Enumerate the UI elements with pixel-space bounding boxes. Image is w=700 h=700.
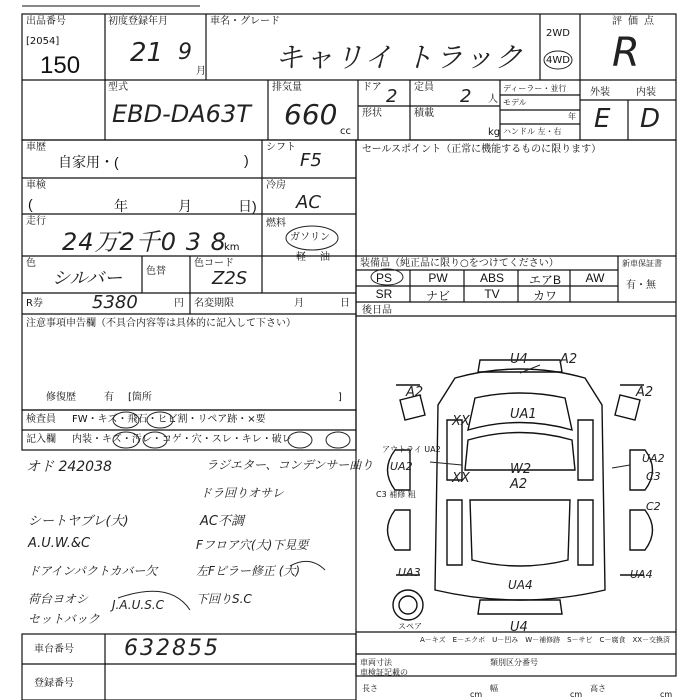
inspector-label: 検査員 <box>26 414 56 425</box>
ac-label: 冷房 <box>266 180 286 191</box>
note-jausc: J.A.U.S.C <box>112 598 165 612</box>
reg-label: 初度登録年月 <box>108 16 168 27</box>
note-floor: Fフロア穴(大)下見要 <box>196 538 309 552</box>
drive-4wd: 4WD <box>546 55 570 66</box>
mark-left-ua3: UA3 <box>398 566 421 579</box>
shaken-open: ( <box>28 196 33 212</box>
load-label: 積載 <box>414 108 434 119</box>
mark-top-u4: U4 <box>510 352 528 367</box>
capacity-value: 2 <box>460 86 472 107</box>
width-unit: cm <box>570 690 583 699</box>
recycle-value: 5380 <box>92 292 138 313</box>
chassis-number: 632855 <box>124 636 220 661</box>
equip-airbag: エアB <box>528 273 561 287</box>
class-label: 類別区分番号 <box>490 658 538 667</box>
door-label: ドア <box>362 82 382 93</box>
diagram-legend: A－キズ E－エクボ U－凹み W－補修跡 S－サビ C－腐食 XX－交換済 <box>420 636 671 644</box>
equip-pw: PW <box>428 271 448 285</box>
length-label: 長さ <box>362 684 378 693</box>
equip-leather: カワ <box>532 289 557 303</box>
note-bed: 荷台ヨオシ <box>28 592 89 606</box>
note-odometer: オド 242038 <box>26 459 112 475</box>
dealer-label: ディーラー・並行 <box>503 84 567 93</box>
mark-bed-ua4: UA4 <box>508 578 533 592</box>
color-label: 色 <box>26 258 36 269</box>
mark-roof-a2: A2 <box>510 477 528 492</box>
spare-label: スペア <box>398 622 422 631</box>
color-code-value: Z2S <box>212 268 248 289</box>
mark-left-ua2: UA2 <box>390 460 413 473</box>
model-year-label: モデル <box>503 98 527 107</box>
shaken-year: 年 <box>114 198 128 214</box>
color-code-label: 色コード <box>194 258 234 269</box>
note-auwc: A.U.W.&C <box>28 536 91 551</box>
mark-xx-door: XX <box>452 471 470 486</box>
repair-place: [箇所 <box>128 392 152 403</box>
model-label: 型式 <box>108 82 128 93</box>
model-year-unit: 年 <box>568 112 576 121</box>
capacity-label: 定員 <box>414 82 434 93</box>
model-value: EBD-DA63T <box>112 100 251 128</box>
interior-score: D <box>640 104 661 134</box>
fuel-gasoline: ガソリン <box>290 232 330 243</box>
ac-value: AC <box>296 192 321 213</box>
memo-label: 記入欄 <box>26 434 56 445</box>
warranty-value: 有・無 <box>626 280 656 291</box>
mark-rear-u4: U4 <box>510 620 528 635</box>
load-unit: kg <box>488 127 501 138</box>
cc-unit: cc <box>340 126 351 137</box>
equip-aw: AW <box>585 271 605 285</box>
recycle-label: R券 <box>26 298 43 309</box>
mileage-label: 走行 <box>26 216 46 227</box>
door-value: 2 <box>386 86 398 107</box>
notes-label: 注意事項申告欄（不具合内容等は具体的に記入して下さい） <box>26 318 296 329</box>
mark-right-a2: A2 <box>636 385 654 400</box>
repair-label: 修復歴 <box>46 392 76 403</box>
meigi-month: 月 <box>294 298 304 309</box>
memo-items: 内装・キズ・汚レ・コゲ・穴・スレ・キレ・破レ <box>72 434 292 445</box>
mark-right-c3: C3 <box>646 470 661 483</box>
equip-label: 装備品（純正品に限り○をつけてください） <box>360 258 559 269</box>
color-value: シルバー <box>52 268 123 289</box>
reg-year: 21 <box>130 38 164 68</box>
mark-top-a2: A2 <box>560 352 578 367</box>
car-name: キャリイ トラック <box>275 41 525 74</box>
color-change-label: 色替 <box>146 266 166 277</box>
rear-item-label: 後日品 <box>362 305 392 316</box>
cc-label: 排気量 <box>272 82 302 93</box>
repairs-label: 車検証記載の <box>360 668 408 677</box>
usage-label: 車歴 <box>26 142 46 153</box>
inspector-items: FW・キズ・飛石・ヒビ割・リペア跡・×要 <box>72 414 266 425</box>
drive-2wd: 2WD <box>546 28 570 39</box>
equip-tv: TV <box>484 287 500 301</box>
fuel-kei: 軽 <box>296 252 306 263</box>
mark-right-ua2: UA2 <box>642 452 665 465</box>
shape-label: 形状 <box>362 108 382 119</box>
exterior-score: E <box>594 104 611 134</box>
height-unit: cm <box>660 690 673 699</box>
lot-code: [2054] <box>26 36 60 47</box>
equip-sr: SR <box>375 287 393 301</box>
sales-point-label: セールスポイント（正常に機能するものに限ります） <box>362 144 602 155</box>
mark-right-c2: C2 <box>646 500 661 513</box>
shift-value: F5 <box>300 150 322 171</box>
length-unit: cm <box>470 690 483 699</box>
exterior-label: 外装 <box>590 87 610 98</box>
height-label: 高さ <box>590 684 606 693</box>
score-value: R <box>612 30 640 76</box>
reg-number-label: 登録番号 <box>34 678 74 689</box>
usage-value: 自家用・( <box>58 154 119 170</box>
handle-label: ハンドル 左・右 <box>503 127 562 136</box>
equip-abs: ABS <box>479 271 504 285</box>
lot-number: 150 <box>40 52 81 79</box>
mark-right-ua4: UA4 <box>630 568 653 581</box>
mileage-value: 24万2千0 3 8 <box>62 228 227 256</box>
repair-value: 有 <box>104 392 114 403</box>
shaken-day: 日) <box>238 198 257 214</box>
mark-hood-ua1: UA1 <box>510 407 537 422</box>
interior-label: 内装 <box>636 87 656 98</box>
lot-label: 出品番号 <box>26 16 66 27</box>
note-setback: セットバック <box>28 612 100 626</box>
usage-close: ) <box>244 152 249 168</box>
cc-value: 660 <box>284 98 338 131</box>
mark-left-a2: A2 <box>406 385 424 400</box>
side-note: C3 補修 粗 <box>376 490 416 499</box>
note-ac: AC不調 <box>200 514 244 529</box>
note-impact-cover: ドアインパクトカバー欠 <box>28 564 158 578</box>
shaken-month: 月 <box>178 198 192 214</box>
fuel-label: 燃料 <box>266 218 286 229</box>
reg-month: 9 <box>178 40 192 65</box>
width-label: 幅 <box>490 684 498 693</box>
recycle-unit: 円 <box>174 298 184 309</box>
shaken-label: 車検 <box>26 180 46 191</box>
equip-navi: ナビ <box>425 289 450 303</box>
capacity-unit: 人 <box>488 94 498 105</box>
warranty-label: 新車保証書 <box>622 259 662 268</box>
meigi-label: 名変期限 <box>194 298 234 309</box>
meigi-day: 日 <box>340 298 350 309</box>
chassis-label: 車台番号 <box>34 644 74 655</box>
mark-xx-front: XX <box>452 414 470 429</box>
size-label: 車両寸法 <box>360 658 392 667</box>
reg-month-unit: 月 <box>196 66 206 77</box>
damage-note: アウトライ UA2 <box>382 445 441 454</box>
mileage-unit: km <box>224 242 240 253</box>
note-seat: シートヤブレ(大) <box>28 514 129 529</box>
fuel-oil: 油 <box>320 252 330 263</box>
equip-ps: PS <box>375 271 392 285</box>
shift-label: シフト <box>266 142 296 153</box>
note-underside: 下回りS.C <box>196 592 252 606</box>
name-label: 車名・グレード <box>210 16 280 27</box>
repair-close: ] <box>338 392 342 403</box>
note-pillar: 左Fピラー修正 (大) <box>196 564 301 578</box>
note-radiator: ラジエター、コンデンサー曲り <box>206 458 374 472</box>
score-label: 評価点 <box>612 16 660 27</box>
mark-roof-w2: W2 <box>510 462 532 477</box>
note-door: ドラ回りオサレ <box>200 486 284 500</box>
